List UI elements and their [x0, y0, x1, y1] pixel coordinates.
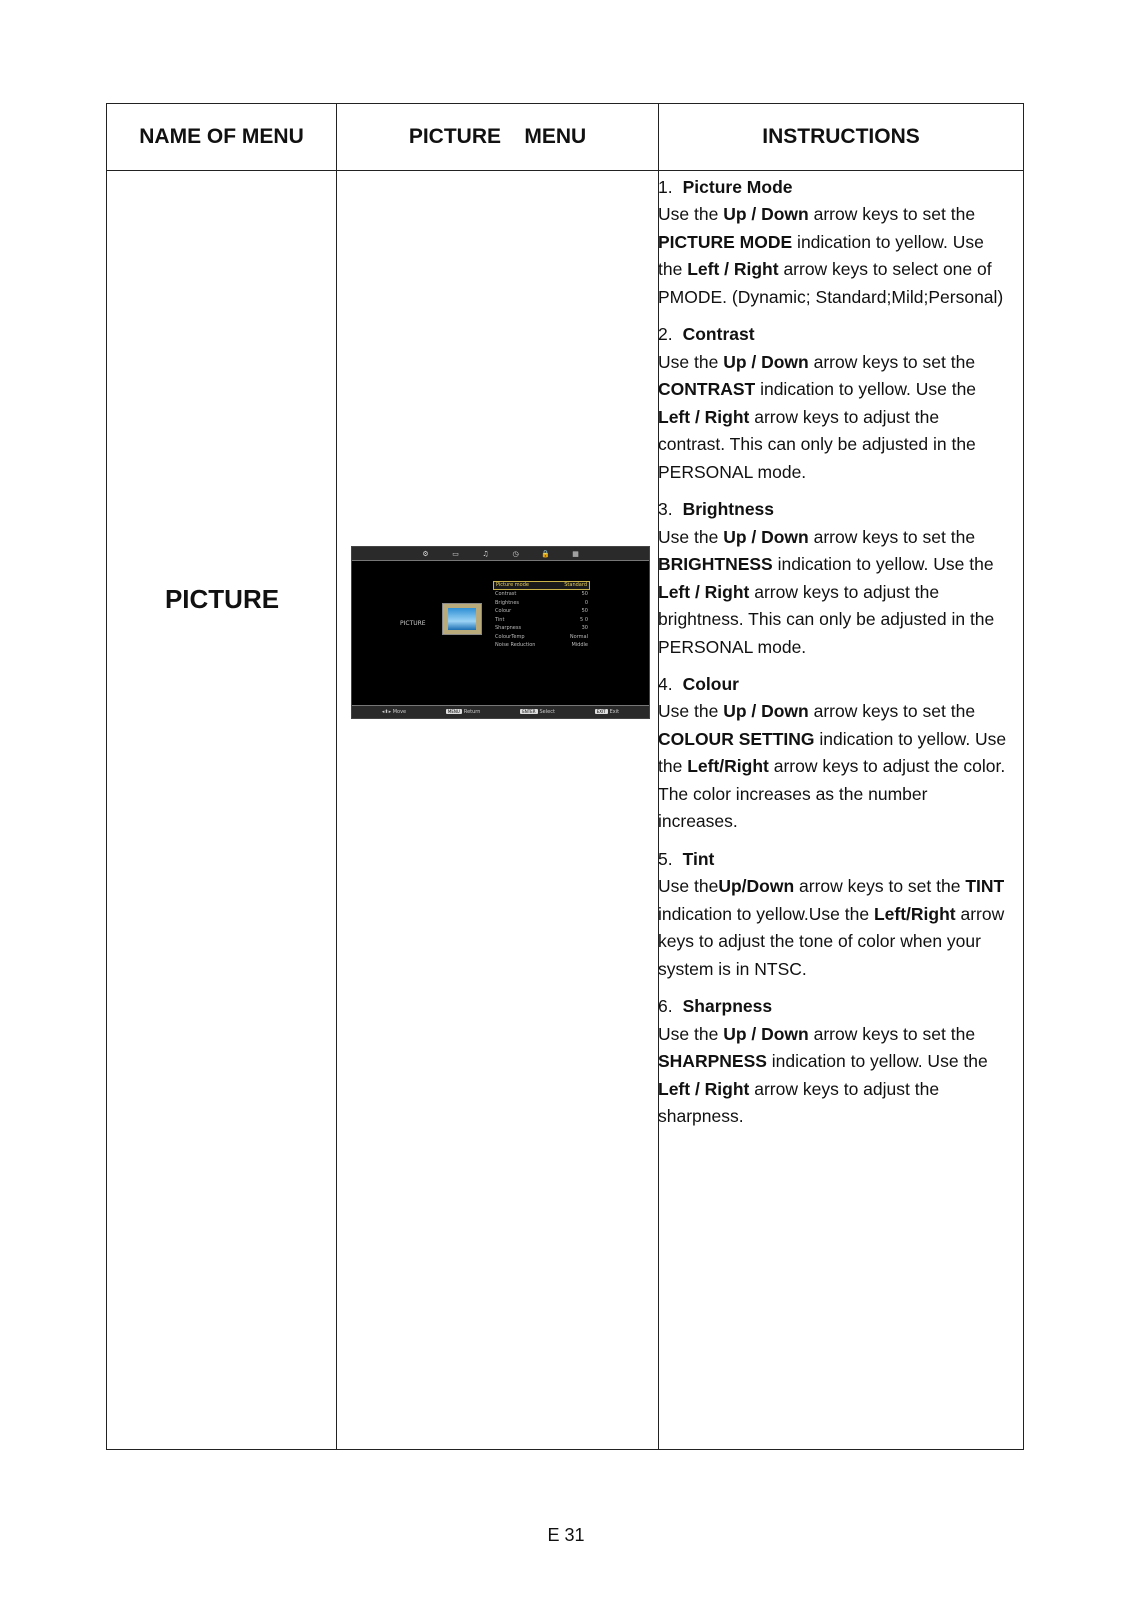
instruction-picture-mode: 1. Picture Mode Use the Up / Down arrow keys to set the PICTURE MODE indication to yellow. Use the Left / Right arrow keys to select one of PMODE. (Dynamic; Standard;Mild;Personal)	[658, 177, 1004, 307]
header-picture-menu: PICTURE MENU	[408, 125, 587, 148]
osd-bottom-bar	[352, 705, 649, 718]
osd-move-hint: ◂⬍▸ Move	[381, 709, 407, 715]
osd-item: Picture mode Standard	[493, 581, 590, 590]
picture-thumbnail-icon	[442, 603, 482, 635]
osd-menu-label: PICTURE	[400, 620, 426, 627]
header-instructions: INSTRUCTIONS	[762, 125, 920, 148]
tv-osd-screenshot	[351, 546, 650, 719]
header-divider	[107, 170, 1023, 171]
instruction-contrast: 2. Contrast Use the Up / Down arrow keys to set the CONTRAST indication to yellow. Use the Left / Right arrow keys to adjust the contrast. This can only be adjusted in the PERSONAL mode.	[658, 324, 977, 482]
osd-exit-hint: EXIT Exit	[596, 709, 620, 715]
osd-item: Noise Reduction Middle	[495, 642, 588, 648]
clock-icon: ◷	[512, 549, 519, 558]
osd-item-list	[493, 581, 590, 650]
menu-table	[106, 103, 1024, 1450]
osd-item: ColourTemp Normal	[495, 633, 588, 640]
instructions-column	[658, 174, 1008, 1140]
picture-icon: ▭	[452, 549, 459, 558]
grid-icon: ▦	[572, 549, 579, 558]
osd-item: Sharpness 30	[495, 625, 588, 631]
column-divider	[336, 104, 337, 1449]
osd-item: Brightnes 0	[495, 599, 588, 606]
instruction-tint: 5. Tint Use theUp/Down arrow keys to set the TINT indication to yellow.Use the Left/Right arrow keys to adjust the tone of color when your system is in NTSC.	[658, 848, 1005, 979]
move-arrows-icon: ◂⬍▸	[381, 709, 392, 715]
header-name-of-menu: NAME OF MENU	[139, 125, 304, 148]
instruction-sharpness: 6. Sharpness Use the Up / Down arrow keys to set the SHARPNESS indication to yellow. Use the Left / Right arrow keys to adjust the sharpness.	[658, 996, 988, 1126]
osd-top-bar	[352, 547, 649, 561]
osd-return-hint: MENU Return	[447, 709, 481, 715]
osd-item: Tint 5 0	[495, 616, 588, 623]
osd-item: Colour 50	[495, 608, 588, 614]
instruction-brightness: 3. Brightness Use the Up / Down arrow keys to set the BRIGHTNESS indication to yellow. Use the Left / Right arrow keys to adjust the brightness. This can only be adjusted in the PERSONAL mode.	[658, 499, 995, 657]
menu-name: PICTURE	[164, 584, 280, 614]
page-number: E 31	[547, 1525, 585, 1545]
instruction-colour: 4. Colour Use the Up / Down arrow keys to set the COLOUR SETTING indication to yellow. Use the Left/Right arrow keys to adjust the color. The color increases as the number increases.	[658, 673, 1007, 832]
osd-select-hint: ENTER Select	[522, 709, 555, 715]
setup-icon: ⚙	[422, 549, 429, 558]
sound-icon: ♫	[482, 549, 489, 558]
lock-icon: 🔒	[541, 549, 550, 558]
osd-item: Contrast 50	[495, 591, 588, 597]
